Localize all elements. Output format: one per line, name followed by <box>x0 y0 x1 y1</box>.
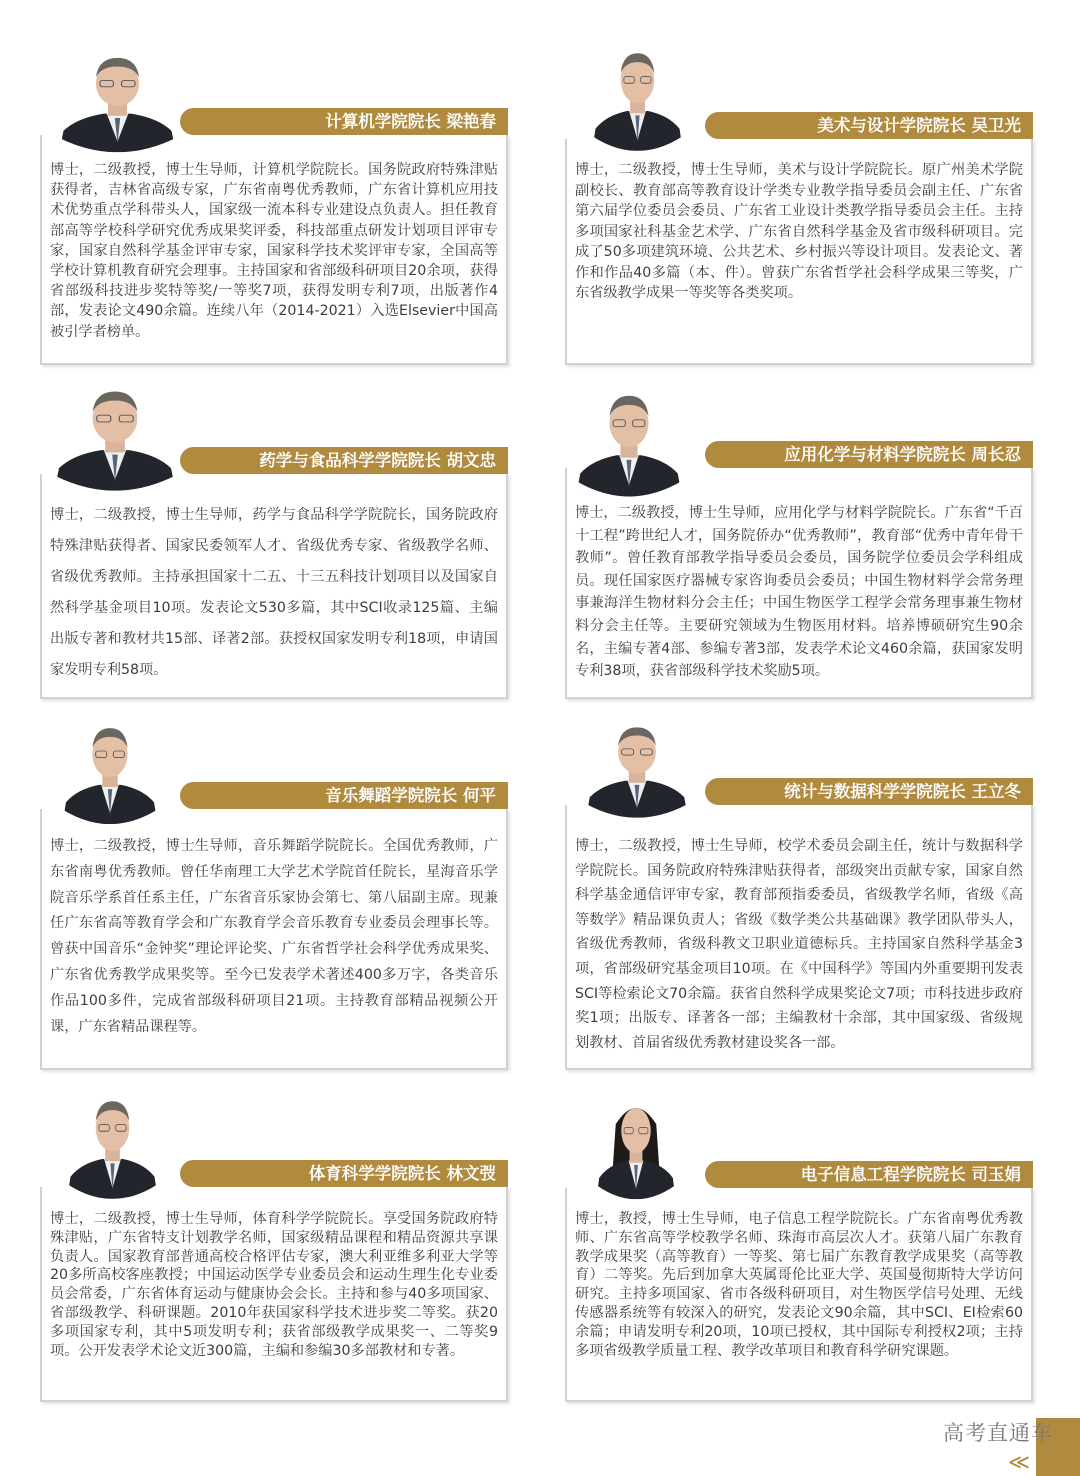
portrait-photo <box>585 40 690 162</box>
card-bio: 博士，二级教授，博士生导师，校学术委员会副主任，统计与数据科学学院院长。国务院政府特殊津贴获得者，部级突出贡献专家，国家自然科学基金通信评审专家，教育部预指委委员，省级教学名师，省级《高等数学》精品课负责人；省级《数学类公共基础课》教学团队带头人，省级优秀教师，省级科教文卫职业道德标兵。主持国家自然科学基金3项，省部级研究基金项目10项。在《中国科学》等国内外重要期刊发表SCI等检索论文70余篇。获省自然科学成果奖论文7项；市科技进步政府奖1项；出版专、译著各一部；主编教材十余部，其中国家级、省级规划教材、首届省级优秀教材建设奖各一部。 <box>575 838 1023 1051</box>
card-bio: 博士，二级教授，博士生导师，音乐舞蹈学院院长。全国优秀教师，广东省南粤优秀教师。曾任华南理工大学艺术学院首任院长，星海音乐学院音乐学系首任系主任，广东省音乐家协会第七、第八届副主席。现兼任广东省高等教育学会和广东教育学会音乐教育专业委员会理事长等。曾获中国音乐“金钟奖”理论评论奖、广东省哲学社会科学优秀成果奖、广东省优秀教学成果奖等。至今已发表学术著述400多万字，各类音乐作品100多件，完成省部级科研项目21项。主持教育部精品视频公开课，广东省精品课程等。 <box>50 838 498 1035</box>
card-title-bar: 应用化学与材料学院院长 周长忍 <box>705 441 1033 468</box>
card-title-bar: 统计与数据科学学院院长 王立冬 <box>705 778 1033 805</box>
double-chevron-icon: ≪ <box>1008 1450 1030 1474</box>
card-bio: 博士，教授，博士生导师，电子信息工程学院院长。广东省南粤优秀教师、广东省高等学校教学名师、珠海市高层次人才。获第八届广东教育教学成果奖（高等教育）一等奖、第七届广东教育教学成果奖（高等教育）二等奖。先后到加拿大英属哥伦比亚大学、英国曼彻斯特大学访问研究。主持多项国家、省市各级科研项目，对生物医学信号处理、无线传感器系统等有较深入的研究，发表论文90余篇，其中SCI、EI检索60余篇；申请发明专利20项，10项已授权，其中国际专利授权2项；主持多项省级教学质量工程、教学改革项目和教育科学研究课题。 <box>575 1211 1023 1359</box>
card-bio: 博士，二级教授，博士生导师，体育科学学院院长。享受国务院政府特殊津贴，广东省特支计划教学名师，国家级精品课程和精品资源共享课负责人。国家教育部普通高校合格评估专家，澳大利亚维多利亚大学等20多所高校客座教授；中国运动医学专业委员会和运动生理生化专业委员会常委，广东省体育运动与健康协会会长。主持和参与40多项国家、省部级教学、科研课题。2010年获国家科学技术进步奖二等奖。获20多项国家专利，其中5项发明专利；获省部级教学成果奖一、二等奖9项。公开发表学术论文近300篇，主编和参编30多部教材和专著。 <box>50 1211 498 1359</box>
portrait-photo <box>568 382 690 508</box>
card-bio: 博士，二级教授，博士生导师，应用化学与材料学院院长。广东省“千百十工程”跨世纪人才，国务院侨办“优秀教师”，教育部“优秀中青年骨干教师”。曾任教育部教学指导委员会委员，国务院学位委员会学科组成员。现任国家医疗器械专家咨询委员会委员；中国生物材料学会常务理事兼海洋生物材料分会主任；中国生物医学工程学会常务理事兼生物材料分会主任等。主要研究领域为生物医用材料。培养博硕研究生90余名，主编专著4部、参编专著3部，发表学术论文460余篇，获国家发明专利38项，获省部级科学技术奖励5项。 <box>575 505 1023 680</box>
card-bio: 博士，二级教授，博士生导师，美术与设计学院院长。原广州美术学院副校长、教育部高等教育设计学类专业教学指导委员会副主任、广东省第六届学位委员会委员、广东省工业设计类教学指导委员会主任。主持多项国家社科基金艺术学、广东省自然科学基金及省市级科研项目。完成了50多项建筑环境、公共艺术、乡村振兴等设计项目。发表论文、著作和作品40多篇（本、件）。曾获广东省哲学社会科学成果三等奖，广东省级教学成果一等奖等各类奖项。 <box>575 162 1023 301</box>
card-title-bar: 音乐舞蹈学院院长 何平 <box>180 782 508 809</box>
card-title-bar: 计算机学院院长 梁艳春 <box>180 108 508 135</box>
portrait-photo <box>50 45 185 163</box>
portrait-photo <box>55 715 165 835</box>
card-title-bar: 美术与设计学院院长 吴卫光 <box>705 112 1033 139</box>
card-title-bar: 体育科学学院院长 林文弢 <box>180 1160 508 1187</box>
portrait-photo <box>578 715 696 828</box>
portrait-photo <box>590 1092 682 1210</box>
card-title-bar: 药学与食品科学学院院长 胡文忠 <box>180 447 508 474</box>
card-bio: 博士，二级教授，博士生导师，药学与食品科学学院院长，国务院政府特殊津贴获得者、国家民委领军人才、省级优秀专家、省级教学名师、省级优秀教师。主持承担国家十二五、十三五科技计划项目以及国家自然科学基金项目10项。发表论文530多篇，其中SCI收录125篇、主编出版专著和教材共15部、译著2部。获授权国家发明专利18项，申请国家发明专利58项。 <box>50 507 498 678</box>
portrait-photo <box>45 378 185 502</box>
portrait-photo <box>60 1088 165 1210</box>
watermark-brand: 高考直通车 <box>943 1421 1053 1445</box>
card-bio: 博士，二级教授，博士生导师，计算机学院院长。国务院政府特殊津贴获得者，吉林省高级专家，广东省南粤优秀教师，广东省计算机应用技术优势重点学科带头人，国家级一流本科专业建设点负责人。担任教育部高等学校科学研究优秀成果奖评委，科技部重点研发计划项目评审专家，国家自然科学基金评审专家，国家科学技术奖评审专家，全国高等学校计算机教育研究会理事。主持国家和省部级科研项目20余项，获得省部级科技进步奖特等奖/一等奖7项，获得发明专利7项，出版著作4部，发表论文490余篇。连续八年（2014-2021）入选Elsevier中国高被引学者榜单。 <box>50 162 498 340</box>
card-title-bar: 电子信息工程学院院长 司玉娟 <box>705 1161 1033 1188</box>
